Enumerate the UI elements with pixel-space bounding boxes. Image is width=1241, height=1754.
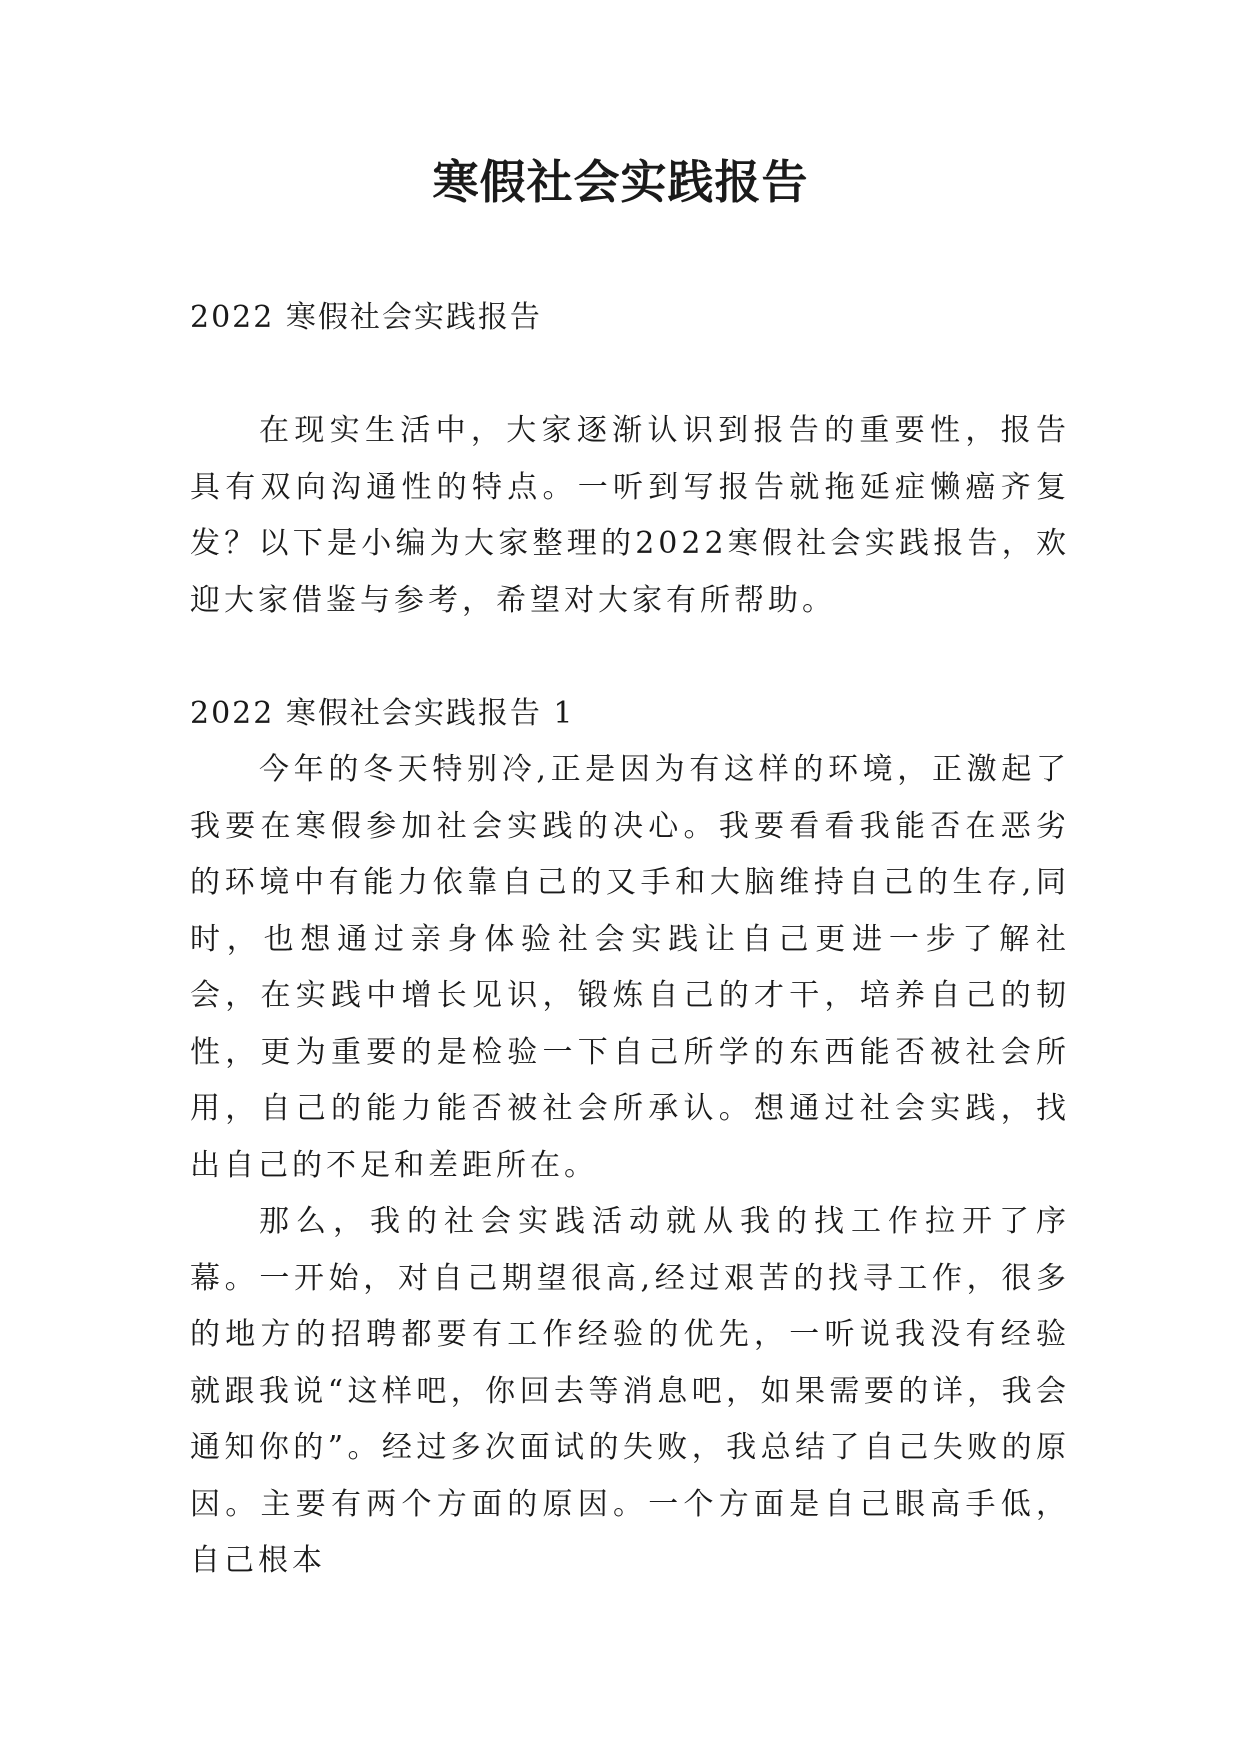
section-heading: 2022 寒假社会实践报告 1 <box>190 695 575 731</box>
intro-paragraph: 在现实生活中，大家逐渐认识到报告的重要性，报告具有双向沟通性的特点。一听到写报告就拖延症懒癌齐复发？以下是小编为大家整理的2022寒假社会实践报告，欢迎大家借鉴与参考，希望对大家有所帮助。 <box>190 413 1070 618</box>
blank-line <box>190 629 1070 686</box>
blank-line <box>190 347 1070 404</box>
document-title: 寒假社会实践报告 <box>432 155 809 209</box>
document-subtitle: 2022 寒假社会实践报告 <box>190 300 542 335</box>
body-paragraph-2: 那么，我的社会实践活动就从我的找工作拉开了序幕。一开始，对自己期望很高,经过艰苦的找寻工作，很多的地方的招聘都要有工作经验的优先，一听说我没有经验就跟我说“这样吧，你回去等消息吧，如果需要的详，我会通知你的”。经过多次面试的失败，我总结了自己失败的原因。主要有两个方面的原因。一个方面是自己眼高手低，自己根本 <box>190 1204 1070 1578</box>
body-paragraph-1: 今年的冬天特别冷,正是因为有这样的环境，正激起了我要在寒假参加社会实践的决心。我要看看我能否在恶劣的环境中有能力依靠自己的又手和大脑维持自己的生存,同时，也想通过亲身体验社会实践让自己更进一步了解社会，在实践中增长见识，锻炼自己的才干，培养自己的韧性，更为重要的是检验一下自己所学的东西能否被社会所用，自己的能力能否被社会所承认。想通过社会实践，找出自己的不足和差距所在。 <box>190 752 1070 1183</box>
document-body <box>190 290 1070 1590</box>
